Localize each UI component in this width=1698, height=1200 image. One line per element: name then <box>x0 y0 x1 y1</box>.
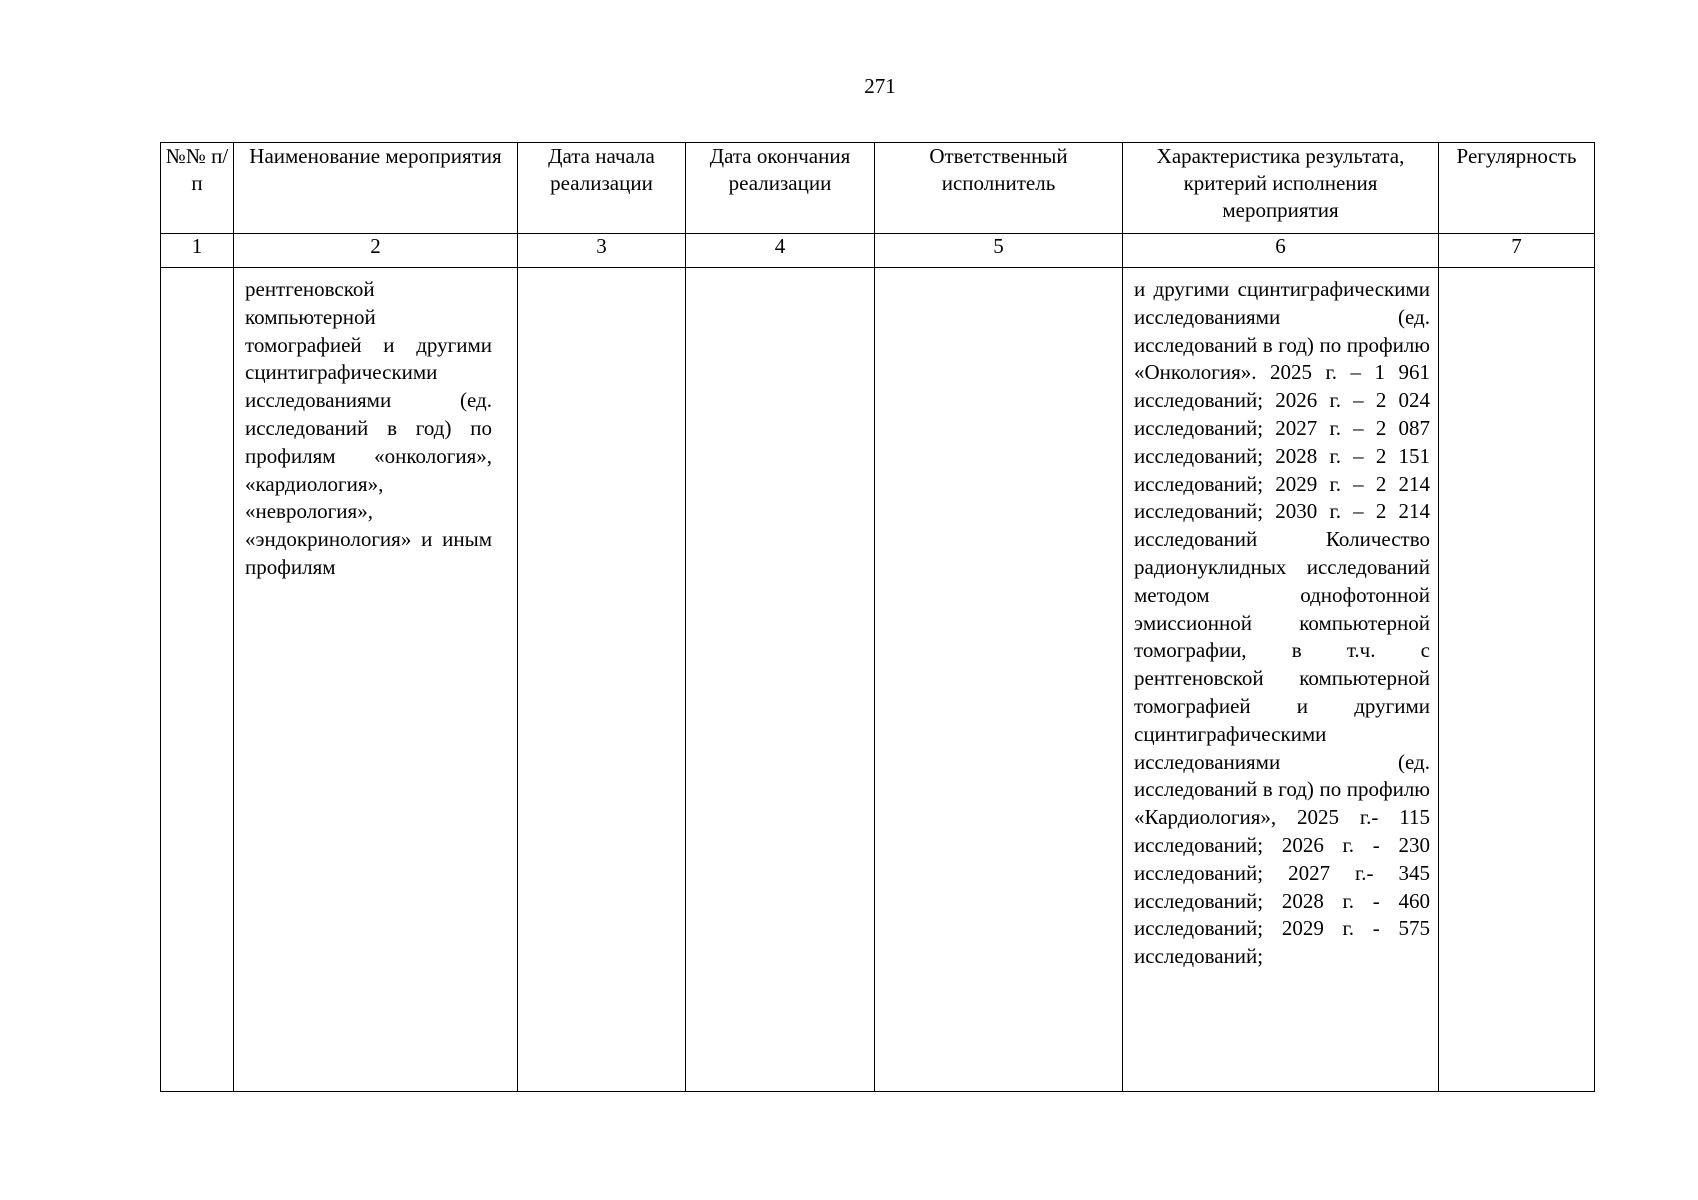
header-activity-name: Наименование мероприятия <box>234 143 518 234</box>
column-number: 7 <box>1439 234 1595 268</box>
cell-responsible <box>875 268 1123 1092</box>
cell-regularity <box>1439 268 1595 1092</box>
header-responsible: Ответственный исполнитель <box>875 143 1123 234</box>
cell-number <box>161 268 234 1092</box>
cell-start-date <box>518 268 686 1092</box>
activities-table <box>160 142 1595 1092</box>
column-number: 1 <box>161 234 234 268</box>
header-regularity: Регулярность <box>1439 143 1595 234</box>
header-number: №№ п/п <box>161 143 234 234</box>
column-number: 6 <box>1123 234 1439 268</box>
column-number: 2 <box>234 234 518 268</box>
column-number: 5 <box>875 234 1123 268</box>
column-number: 3 <box>518 234 686 268</box>
table-row <box>161 268 1595 1092</box>
table-header-row <box>161 143 1595 234</box>
page-number: 271 <box>864 74 896 98</box>
header-end-date: Дата окончания реализации <box>686 143 875 234</box>
header-start-date: Дата начала реализации <box>518 143 686 234</box>
cell-end-date <box>686 268 875 1092</box>
cell-activity-name <box>234 268 518 1092</box>
activity-name-text: рентгеновской компьютерной томографией и другими сцинтиграфическими исследованиями (ед. исследований в год) по профилям «онкология», «кардиология», «неврология», «эндокринология» и иным профилям <box>245 277 492 579</box>
result-characteristic-text: и другими сцинтиграфическими исследованиями (ед. исследований в год) по профилю «Онкология». 2025 г. – 1 961 исследований; 2026 г. – 2 024 исследований; 2027 г. – 2 087 исследований; 2028 г. – 2 151 исследований; 2029 г. – 2 214 исследований; 2030 г. – 2 214 исследований Количество радионуклидных исследований методом однофотонной эмиссионной компьютерной томографии, в т.ч. с рентгеновской компьютерной томографией и другими сцинтиграфическими исследованиями (ед. исследований в год) по профилю «Кардиология», 2025 г.- 115 исследований; 2026 г. - 230 исследований; 2027 г.- 345 исследований; 2028 г. - 460 исследований; 2029 г. - 575 исследований; <box>1134 277 1430 969</box>
column-number-row <box>161 234 1595 268</box>
header-result-characteristic: Характеристика результата, критерий исполнения мероприятия <box>1123 143 1439 234</box>
column-number: 4 <box>686 234 875 268</box>
cell-result-characteristic <box>1123 268 1439 1092</box>
